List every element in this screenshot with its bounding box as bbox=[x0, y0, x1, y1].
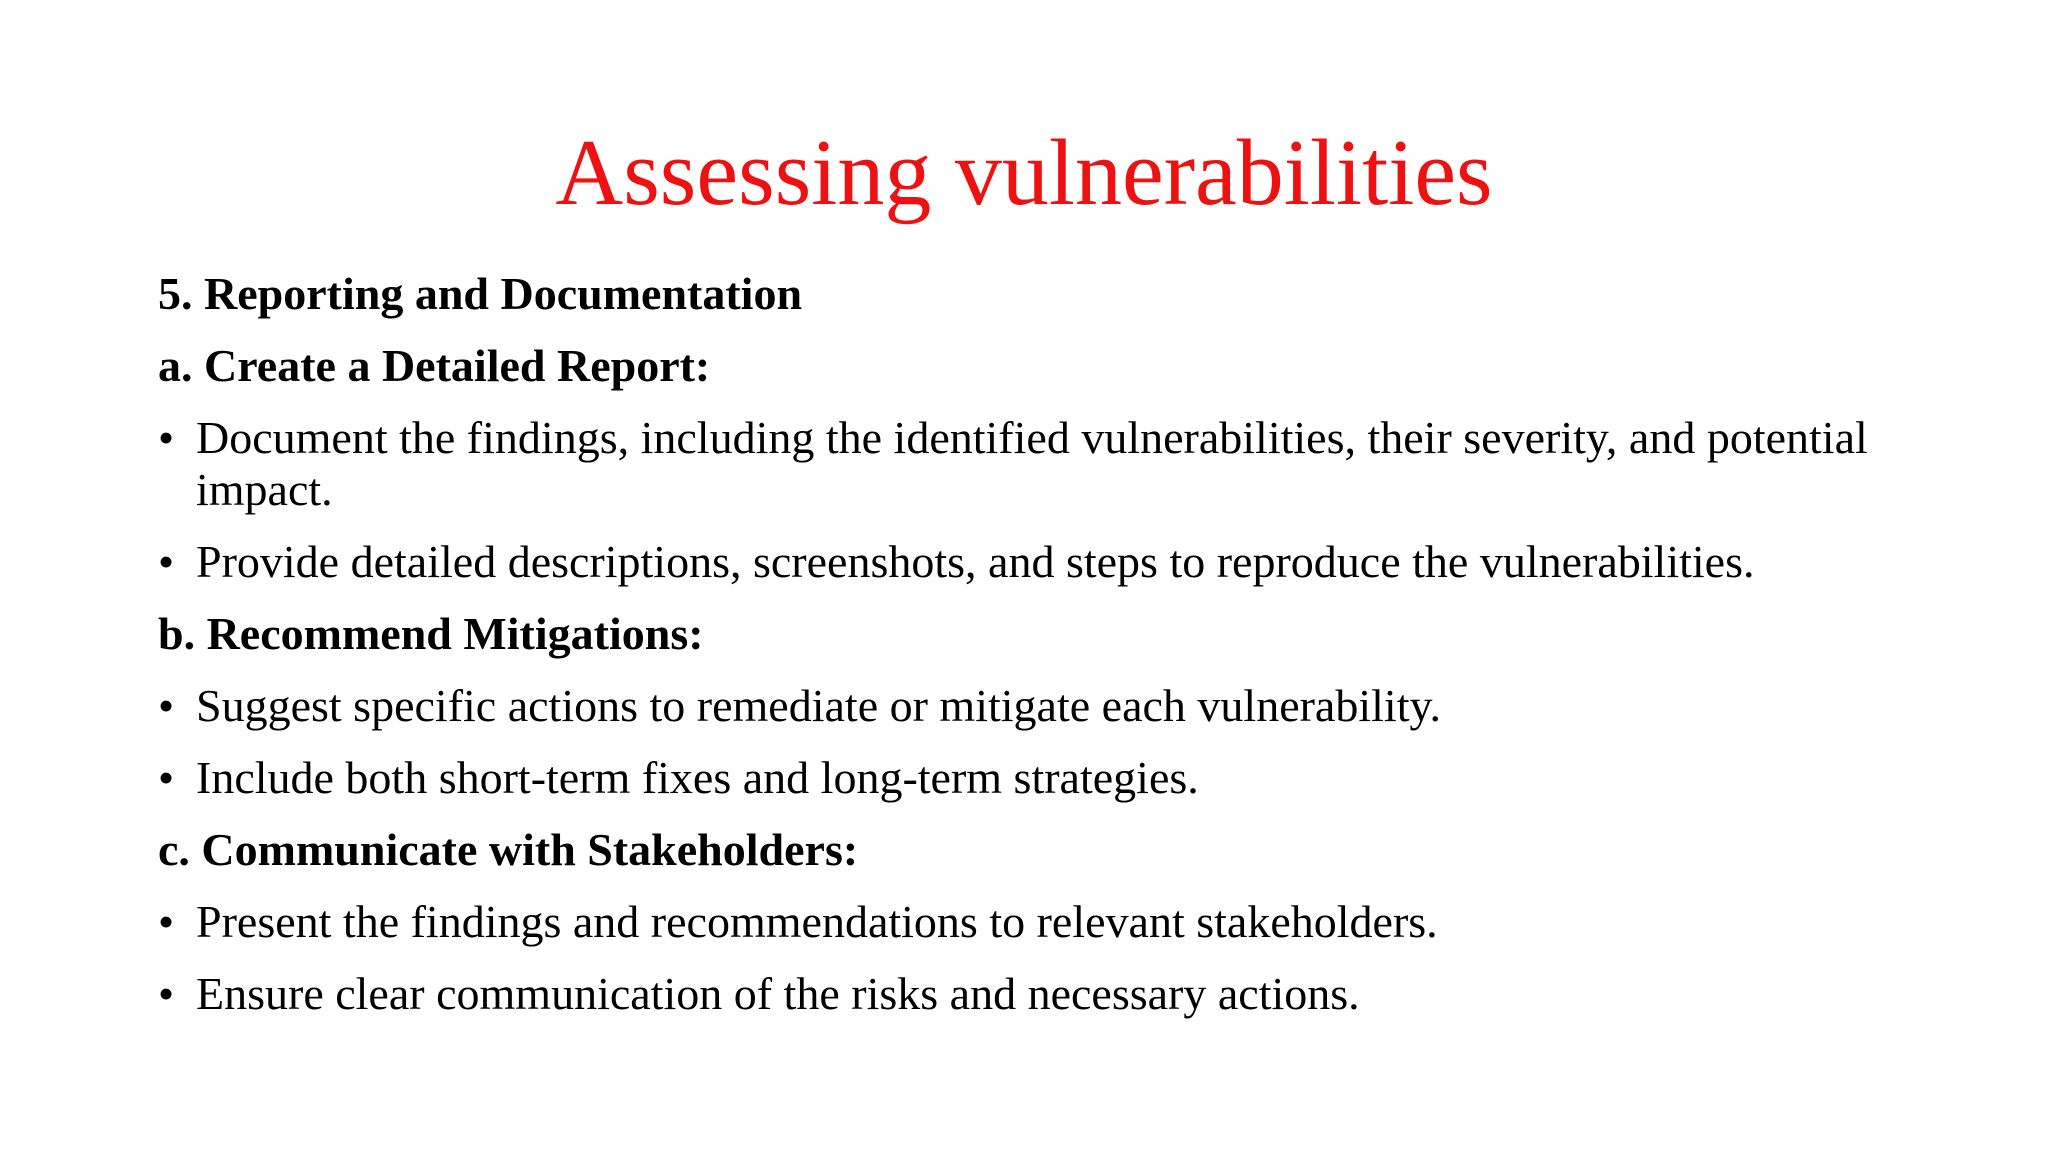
bullet-item bbox=[158, 536, 1978, 588]
bullet-item bbox=[158, 680, 1978, 732]
bullet-text: Include both short-term fixes and long-term strategies. bbox=[196, 752, 1199, 803]
bullet-icon: • bbox=[158, 536, 175, 587]
bullet-text: Document the findings, including the identified vulnerabilities, their severity, and potential impact. bbox=[196, 412, 1868, 515]
bullet-text: Suggest specific actions to remediate or mitigate each vulnerability. bbox=[196, 680, 1441, 731]
bullet-icon: • bbox=[158, 896, 175, 947]
bullet-icon: • bbox=[158, 680, 175, 731]
bullet-text: Ensure clear communication of the risks and necessary actions. bbox=[196, 968, 1360, 1019]
bullet-icon: • bbox=[158, 968, 175, 1019]
bullet-item bbox=[158, 412, 1978, 516]
bullet-icon: • bbox=[158, 412, 175, 463]
bullet-text: Provide detailed descriptions, screenshots, and steps to reproduce the vulnerabilities. bbox=[196, 536, 1755, 587]
slide-title: Assessing vulnerabilities bbox=[555, 121, 1493, 225]
bullet-item bbox=[158, 968, 1978, 1020]
subheading-create-report: a. Create a Detailed Report: bbox=[158, 340, 711, 391]
bullet-item bbox=[158, 752, 1978, 804]
subheading-recommend-mitigations: b. Recommend Mitigations: bbox=[158, 608, 704, 659]
section-heading: 5. Reporting and Documentation bbox=[158, 268, 803, 319]
slide-body bbox=[158, 268, 1978, 1040]
bullet-item bbox=[158, 896, 1978, 948]
bullet-text: Present the findings and recommendations to relevant stakeholders. bbox=[196, 896, 1438, 947]
bullet-icon: • bbox=[158, 752, 175, 803]
subheading-communicate-stakeholders: c. Communicate with Stakeholders: bbox=[158, 824, 859, 875]
